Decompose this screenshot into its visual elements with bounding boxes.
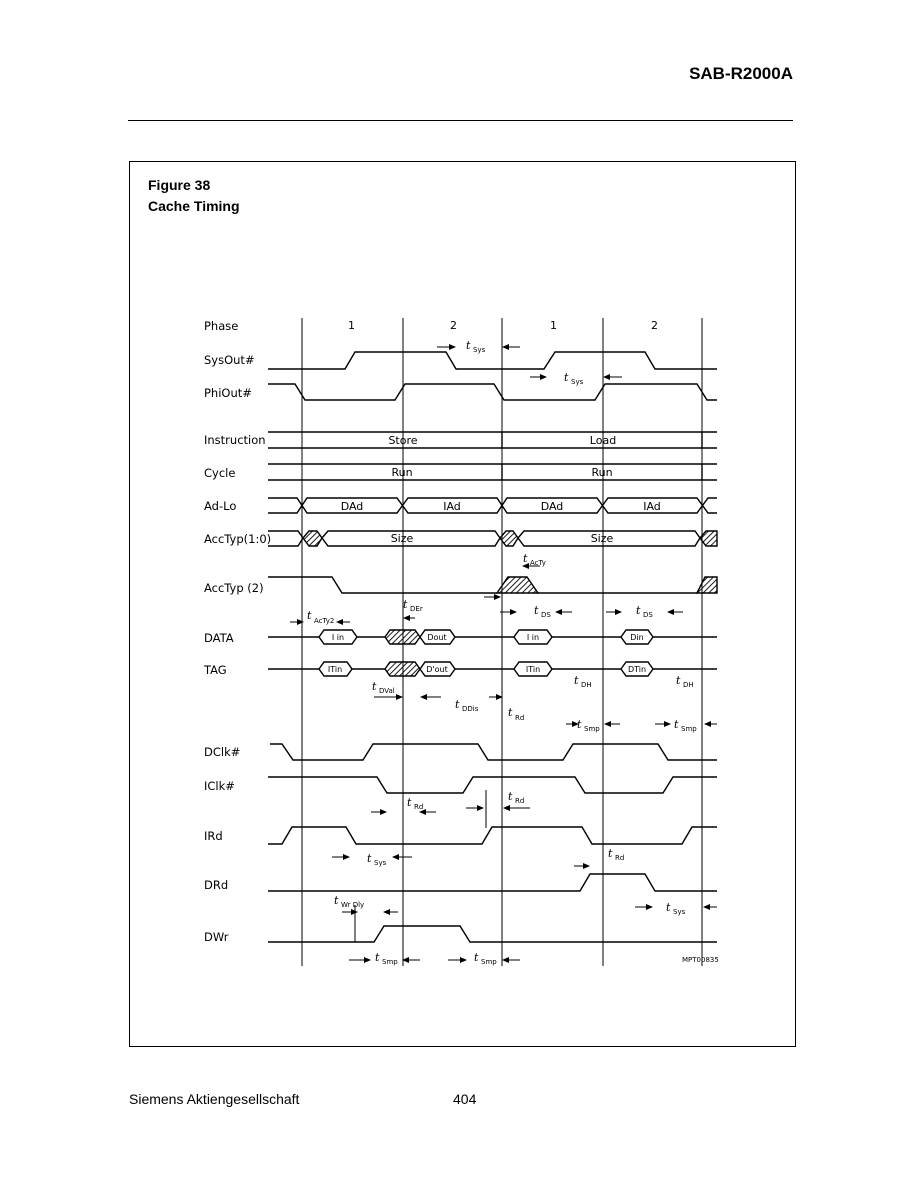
instruction-store: Store xyxy=(388,434,418,447)
timing-label-trd-2 xyxy=(407,796,423,811)
waveform-drd xyxy=(268,874,717,891)
cycle-run-2: Run xyxy=(591,466,613,479)
data-iin-1: I in xyxy=(331,633,345,642)
timing-label-tsys-1 xyxy=(466,339,486,354)
data-din: Din xyxy=(630,633,644,642)
svg-text:DH: DH xyxy=(683,681,694,689)
timing-label-tsys-2 xyxy=(564,371,584,386)
figure-number: Figure 38 xyxy=(148,177,211,193)
svg-text:Sys: Sys xyxy=(374,859,387,867)
svg-text:t: t xyxy=(375,951,380,964)
svg-text:t: t xyxy=(474,951,479,964)
waveform-iclk xyxy=(268,777,717,793)
signal-label-tag: TAG xyxy=(204,663,227,677)
waveform-phiout xyxy=(268,384,717,400)
svg-text:Smp: Smp xyxy=(481,958,497,966)
timing-label-tsys-4 xyxy=(666,901,686,916)
adlo-iad-1: IAd xyxy=(443,500,461,513)
data-iin-2: I in xyxy=(526,633,540,642)
svg-text:DS: DS xyxy=(541,611,551,619)
waveform-dwr xyxy=(268,926,717,942)
bus-instruction xyxy=(268,432,717,448)
timing-label-twrdly xyxy=(334,894,364,909)
timing-label-tder xyxy=(403,598,423,613)
svg-text:t: t xyxy=(508,706,513,719)
svg-text:Smp: Smp xyxy=(382,958,398,966)
svg-text:t: t xyxy=(307,609,312,622)
svg-text:t: t xyxy=(407,796,412,809)
timing-label-tacty xyxy=(523,552,546,567)
tag-itin-1: ITin xyxy=(327,665,343,674)
tag-dtin: DTin xyxy=(627,665,647,674)
cycle-run-1: Run xyxy=(391,466,413,479)
svg-text:t: t xyxy=(466,339,471,352)
svg-text:t: t xyxy=(334,894,339,907)
tag-itin-2: ITin xyxy=(525,665,541,674)
svg-text:t: t xyxy=(666,901,671,914)
svg-text:AcTy2: AcTy2 xyxy=(314,617,335,625)
timing-label-tdh-2 xyxy=(676,674,694,689)
signal-label-data: DATA xyxy=(204,631,234,645)
figure-caption: Cache Timing xyxy=(148,198,240,214)
footer-company: Siemens Aktiengesellschaft xyxy=(129,1091,300,1107)
svg-text:t: t xyxy=(636,604,641,617)
signal-label-drd: DRd xyxy=(204,878,229,892)
phase-1b: 1 xyxy=(550,319,557,332)
tag-dout: D'out xyxy=(426,665,448,674)
timing-label-tsmp-2 xyxy=(674,718,697,733)
svg-text:AcTy: AcTy xyxy=(530,559,546,567)
signal-label-sysout: SysOut# xyxy=(204,353,255,367)
signal-label-ird: IRd xyxy=(204,829,223,843)
signal-label-acctyp: AccTyp(1:0) xyxy=(204,532,272,546)
svg-text:t: t xyxy=(372,680,377,693)
svg-text:t: t xyxy=(403,598,408,611)
phase-gridlines xyxy=(302,318,702,966)
figure-code: MPT00835 xyxy=(682,956,719,964)
phase-1a: 1 xyxy=(348,319,355,332)
timing-label-trd-4 xyxy=(608,847,624,862)
timing-label-trd-1 xyxy=(508,706,524,722)
footer-page-number: 404 xyxy=(453,1091,477,1107)
timing-label-tsys-3 xyxy=(367,852,387,867)
bus-acctyp xyxy=(268,531,717,546)
timing-label-tsmp-1 xyxy=(577,718,600,733)
svg-text:DVal: DVal xyxy=(379,687,395,695)
svg-text:Rd: Rd xyxy=(515,797,525,805)
signal-label-cycle: Cycle xyxy=(204,466,236,480)
svg-text:t: t xyxy=(455,698,460,711)
svg-text:Smp: Smp xyxy=(584,725,600,733)
bus-cycle xyxy=(268,464,717,480)
svg-text:Sys: Sys xyxy=(673,908,686,916)
svg-text:DH: DH xyxy=(581,681,592,689)
waveform-dclk xyxy=(270,744,717,760)
timing-label-tds-1 xyxy=(534,604,551,619)
timing-label-tdval xyxy=(372,680,395,695)
signal-label-dclk: DClk# xyxy=(204,745,241,759)
phase-2a: 2 xyxy=(450,319,457,332)
phase-2b: 2 xyxy=(651,319,658,332)
svg-text:Rd: Rd xyxy=(615,854,625,862)
waveform-acctyp2 xyxy=(268,577,717,593)
svg-text:t: t xyxy=(674,718,679,731)
acctyp-size-2: Size xyxy=(590,532,614,545)
adlo-dad-2: DAd xyxy=(540,500,564,513)
svg-text:t: t xyxy=(367,852,372,865)
signal-label-instruction: Instruction xyxy=(204,433,266,447)
svg-text:DDis: DDis xyxy=(462,705,479,713)
signal-label-acctyp2: AccTyp (2) xyxy=(204,581,264,595)
waveform-ird xyxy=(268,827,717,844)
svg-text:Rd: Rd xyxy=(515,714,525,722)
waveform-sysout xyxy=(268,352,717,369)
acctyp-size-1: Size xyxy=(390,532,414,545)
signal-label-adlo: Ad-Lo xyxy=(204,499,237,513)
svg-text:t: t xyxy=(523,552,528,565)
svg-text:t: t xyxy=(676,674,681,687)
header-title: SAB-R2000A xyxy=(689,64,793,83)
instruction-load: Load xyxy=(589,434,617,447)
data-dout: Dout xyxy=(427,633,447,642)
timing-label-tdh-1 xyxy=(574,674,592,689)
svg-text:Wr Dly: Wr Dly xyxy=(341,901,365,909)
timing-label-tacty2 xyxy=(307,609,334,625)
svg-text:Rd: Rd xyxy=(414,803,424,811)
svg-text:DEr: DEr xyxy=(410,605,423,613)
svg-text:Sys: Sys xyxy=(473,346,486,354)
timing-label-tds-2 xyxy=(636,604,653,619)
timing-label-trd-3 xyxy=(508,790,524,805)
svg-text:Smp: Smp xyxy=(681,725,697,733)
svg-text:Sys: Sys xyxy=(571,378,584,386)
adlo-dad-1: DAd xyxy=(340,500,364,513)
signal-label-iclk: IClk# xyxy=(204,779,235,793)
svg-text:t: t xyxy=(577,718,582,731)
svg-text:t: t xyxy=(508,790,513,803)
timing-label-tddis xyxy=(455,698,479,713)
svg-text:t: t xyxy=(574,674,579,687)
adlo-iad-2: IAd xyxy=(643,500,661,513)
timing-label-tsmp-4 xyxy=(474,951,497,966)
svg-text:t: t xyxy=(608,847,613,860)
timing-arrows xyxy=(290,347,717,960)
svg-text:t: t xyxy=(564,371,569,384)
signal-label-phiout: PhiOut# xyxy=(204,386,252,400)
signal-label-phase: Phase xyxy=(204,319,239,333)
svg-text:t: t xyxy=(534,604,539,617)
timing-label-tsmp-3 xyxy=(375,951,398,966)
signal-label-dwr: DWr xyxy=(204,930,229,944)
svg-text:DS: DS xyxy=(643,611,653,619)
